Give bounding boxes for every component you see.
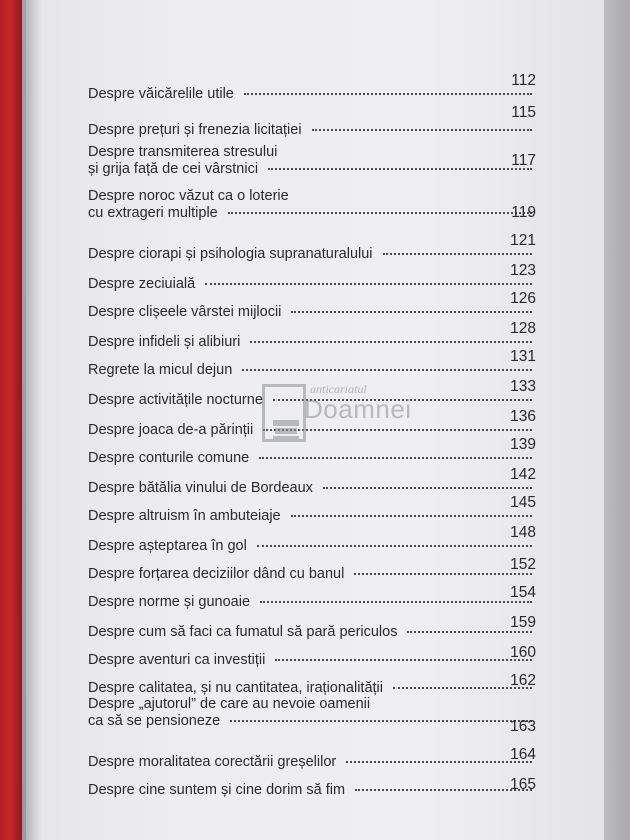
toc-entry-title-line: [88, 304, 538, 321]
toc-entry-title-line: [88, 122, 538, 139]
toc-entry: [88, 304, 538, 321]
watermark-small-text: anticariatul: [310, 382, 367, 396]
toc-page-number: 133: [510, 378, 536, 395]
toc-entry: [88, 188, 538, 222]
toc-entry-title-line: [88, 754, 538, 771]
toc-entry-title-line: [88, 276, 538, 293]
toc-entry-title-line: [88, 508, 538, 525]
toc-page-number: 142: [510, 466, 536, 483]
toc-entry-text: Despre așteptarea în gol: [88, 538, 247, 554]
toc-entry-title-line: [88, 538, 538, 555]
toc-entry: [88, 652, 538, 669]
toc-entry-text: Despre bătălia vinului de Bordeaux: [88, 480, 313, 496]
toc-page-number: 112: [511, 72, 536, 89]
toc-page-number: 123: [510, 262, 536, 279]
dot-leader: [205, 283, 532, 285]
toc-page-number: 148: [510, 524, 536, 541]
toc-page-number: 165: [510, 776, 536, 793]
toc-entry-text: Despre infideli și alibiuri: [88, 334, 241, 350]
toc-entry-title-line: [88, 334, 538, 351]
toc-entry: [88, 508, 538, 525]
toc-entry: [88, 594, 538, 611]
toc-entry-text: Despre forțarea deciziilor dând cu banul: [88, 566, 345, 582]
toc-page-number: 136: [510, 408, 536, 425]
toc-entry-title-line: [88, 652, 538, 669]
dot-leader: [312, 129, 532, 131]
watermark-frame: [262, 384, 306, 442]
toc-page-number: 145: [510, 494, 536, 511]
toc-entry-text: Despre ciorapi și psihologia supranaturalului: [88, 246, 373, 262]
dot-leader: [291, 311, 532, 313]
toc-entry: [88, 538, 538, 555]
toc-entry: [88, 624, 538, 641]
watermark-big-text: Doamnei: [304, 394, 412, 424]
toc-entry: [88, 334, 538, 351]
toc-page-number: 115: [511, 104, 536, 121]
dot-leader: [257, 545, 532, 547]
toc-entry: [88, 696, 538, 730]
dot-leader: [354, 573, 532, 575]
toc-entry-text: Despre conturile comune: [88, 450, 250, 466]
toc-page-number: 160: [510, 644, 536, 661]
toc-entry-title-line: [88, 680, 538, 697]
toc-entry-text: Despre văicărelile utile: [88, 86, 234, 102]
dot-leader: [242, 369, 532, 371]
watermark: [262, 378, 412, 450]
toc-page-number: 128: [510, 320, 536, 337]
toc-page-number: 159: [510, 614, 536, 631]
toc-entry-title-line: [88, 144, 538, 161]
toc-entry: [88, 276, 538, 293]
dot-leader: [244, 93, 532, 95]
toc-page-number: 139: [510, 436, 536, 453]
toc-entry-text: Regrete la micul dejun: [88, 362, 233, 378]
toc-entry-text: Despre cum să faci ca fumatul să pară periculos: [88, 624, 398, 640]
toc-page-number: 119: [511, 204, 536, 221]
dot-leader: [291, 515, 532, 517]
toc-entry-title-line: [88, 86, 538, 103]
toc-entry-text: Despre „ajutorul” de care au nevoie oamenii: [88, 696, 371, 712]
toc-page-number: 131: [510, 348, 536, 365]
toc-entry-title-line: [88, 362, 538, 379]
toc-entry-title-line: [88, 782, 538, 799]
toc-entry-title-line: [88, 566, 538, 583]
toc-entry-text: ca să se pensioneze: [88, 713, 221, 729]
toc-entry: [88, 362, 538, 379]
toc-entry-text: Despre calitatea, și nu cantitatea, iraționalității: [88, 680, 383, 696]
toc-entry-title-line: [88, 696, 538, 713]
toc-page-number: 164: [510, 746, 536, 763]
toc-entry: [88, 754, 538, 771]
toc-page-number: 121: [510, 232, 536, 249]
toc-entry-text: Despre joaca de-a părinții: [88, 422, 254, 438]
toc-entry: [88, 480, 538, 497]
toc-entry-title-line: [88, 624, 538, 641]
toc-page-number: 154: [510, 584, 536, 601]
toc-entry: [88, 566, 538, 583]
toc-page-number: 152: [510, 556, 536, 573]
dot-leader: [407, 631, 532, 633]
toc-entry-title-line: [88, 594, 538, 611]
toc-entry: [88, 450, 538, 467]
dot-leader: [250, 341, 532, 343]
toc-entry-text: Despre noroc văzut ca o loterie: [88, 188, 289, 204]
toc-entry-title-line: [88, 713, 538, 730]
toc-entry-text: cu extrageri multiple: [88, 205, 218, 221]
toc-entry: [88, 144, 538, 178]
toc-entry: [88, 680, 538, 697]
toc-page-number: 117: [511, 152, 536, 169]
books-icon: [272, 417, 300, 445]
dot-leader: [260, 601, 532, 603]
dot-leader: [323, 487, 532, 489]
toc-page-number: 162: [510, 672, 536, 689]
toc-entry-title-line: [88, 205, 538, 222]
toc-entry-title-line: [88, 450, 538, 467]
toc-entry-text: Despre cine suntem și cine dorim să fim: [88, 782, 346, 798]
toc-entry-title-line: [88, 188, 538, 205]
dot-leader: [259, 457, 532, 459]
toc-entry-text: Despre zeciuială: [88, 276, 196, 292]
toc-entry-text: și grija față de cei vârstnici: [88, 161, 259, 177]
toc-entry: [88, 246, 538, 263]
toc-page-number: 163: [510, 718, 536, 735]
toc-entry-text: Despre aventuri ca investiții: [88, 652, 266, 668]
toc-entry-text: Despre activitățile nocturne: [88, 392, 263, 408]
toc-entry-title-line: [88, 246, 538, 263]
toc-entry-text: Despre transmiterea stresului: [88, 144, 278, 160]
toc-entry-title-line: [88, 480, 538, 497]
toc-entry-text: Despre moralitatea corectării greșelilor: [88, 754, 337, 770]
dot-leader: [383, 253, 532, 255]
toc-entry-text: Despre altruism în ambuteiaje: [88, 508, 281, 524]
toc-entry: [88, 122, 538, 139]
toc-entry: [88, 86, 538, 103]
toc-entry-text: Despre prețuri și frenezia licitației: [88, 122, 302, 138]
toc-entry-text: Despre norme și gunoaie: [88, 594, 251, 610]
toc-entry-text: Despre clișeele vârstei mijlocii: [88, 304, 282, 320]
toc-entry: [88, 782, 538, 799]
toc-entry-title-line: [88, 161, 538, 178]
toc-page-number: 126: [510, 290, 536, 307]
